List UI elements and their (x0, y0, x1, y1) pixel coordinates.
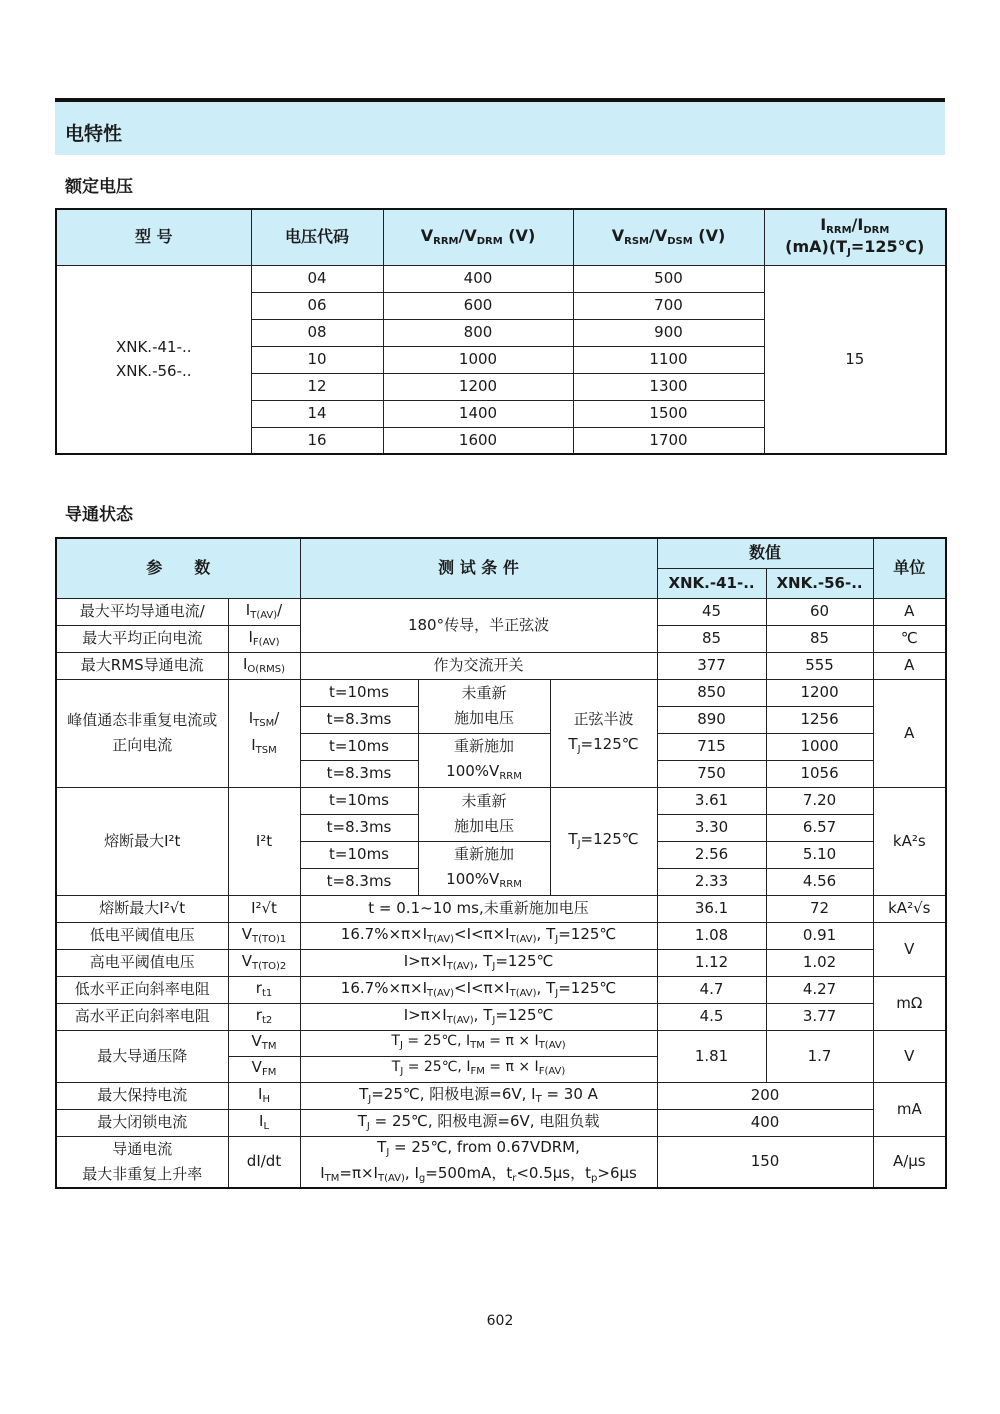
table-row (56, 1136, 946, 1188)
header-vrsm: $V_{RSM}/V_{DSM}$ (V) (573, 209, 764, 265)
table-row (56, 598, 946, 625)
tj-cond-cell: $T_J=125℃$ (550, 787, 657, 895)
code-cell: 14 (251, 400, 383, 427)
value-cell: 750 (657, 760, 766, 787)
vrrm-cell: 800 (383, 319, 573, 346)
symbol-cell: $r_{t1}$ (228, 976, 300, 1003)
condition-cell: $T_J$ = 25℃, 阳极电源=6V, 电阻负载 (300, 1109, 657, 1136)
param-cell: 最大导通压降 (56, 1030, 228, 1082)
vrsm-cell: 1700 (573, 427, 764, 454)
symbol-cell: $I_L$ (228, 1109, 300, 1136)
param-cell: 高电平阈值电压 (56, 949, 228, 976)
table-row (56, 976, 946, 1003)
value-cell: 1.12 (657, 949, 766, 976)
value-cell: 1.7 (766, 1030, 873, 1082)
unit-cell: V (873, 922, 946, 976)
symbol-cell: $V_{T(TO)2}$ (228, 949, 300, 976)
param-line-2: 最大非重复上升率 (82, 1164, 203, 1183)
code-cell: 12 (251, 373, 383, 400)
value-cell: 4.56 (766, 868, 873, 895)
condition-cell: $T_J$ = 25℃, $I_{TM} = \pi \times I_{T(AV)}$ (300, 1030, 657, 1056)
param-cell: 最大平均导通电流/ (56, 598, 228, 625)
code-cell: 06 (251, 292, 383, 319)
value-cell: 4.27 (766, 976, 873, 1003)
vrsm-cell: 1500 (573, 400, 764, 427)
unit-cell: kA²√s (873, 895, 946, 922)
header-irrm: $I_{RRM}/I_{DRM}$ $(mA)(T_J=125℃)$ (764, 209, 946, 265)
header-model-41: XNK.-41-.. (657, 568, 766, 598)
time-cell: t=10ms (300, 679, 418, 706)
time-cell: t=10ms (300, 733, 418, 760)
param-cell: 熔断最大I²√t (56, 895, 228, 922)
value-cell: 0.91 (766, 922, 873, 949)
tj-label: $T_J=125℃$ (568, 734, 639, 755)
table-row (56, 922, 946, 949)
condition-cell: $T_J$ = 25℃, $I_{FM} = \pi \times I_{F(AV)}$ (300, 1056, 657, 1082)
vrsm-cell: 900 (573, 319, 764, 346)
value-cell: 85 (657, 625, 766, 652)
cond-line-2: 施加电压 (454, 709, 515, 727)
param-cell: 最大RMS导通电流 (56, 652, 228, 679)
on-state-title: 导通状态 (65, 505, 133, 525)
header-param: 参 数 (56, 538, 300, 598)
irrm-cell: 15 (764, 265, 946, 454)
model-cell (56, 265, 251, 454)
unit-cell: kA²s (873, 787, 946, 895)
section-title: 电特性 (65, 123, 123, 145)
value-cell: 3.77 (766, 1003, 873, 1030)
value-cell: 400 (657, 1109, 873, 1136)
table-row (56, 265, 946, 292)
value-cell: 1200 (766, 679, 873, 706)
vrrm-cell: 1200 (383, 373, 573, 400)
symbol-cell: I²√t (228, 895, 300, 922)
wave-cond-cell (550, 679, 657, 787)
unit-cell: V (873, 1030, 946, 1082)
vrsm-cell: 700 (573, 292, 764, 319)
param-cell: 最大保持电流 (56, 1082, 228, 1109)
vrsm-cell: 500 (573, 265, 764, 292)
voltage-cond-cell (418, 841, 550, 895)
value-cell: 200 (657, 1082, 873, 1109)
symbol-cell: $I_{T(AV)}/$ (228, 598, 300, 625)
symbol-cell: $I_{F(AV)}$ (228, 625, 300, 652)
table-row (56, 679, 946, 706)
condition-cell: 作为交流开关 (300, 652, 657, 679)
time-cell: t=8.3ms (300, 868, 418, 895)
unit-cell: A (873, 679, 946, 787)
vrrm-cell: 1400 (383, 400, 573, 427)
value-cell: 4.7 (657, 976, 766, 1003)
header-model-56: XNK.-56-.. (766, 568, 873, 598)
cond-line-2: $100\%V_{RRM}$ (446, 869, 522, 890)
table-row (56, 652, 946, 679)
model-1: XNK.-41-.. (115, 337, 192, 356)
param-cell: 最大闭锁电流 (56, 1109, 228, 1136)
value-cell: 1056 (766, 760, 873, 787)
table-row (56, 787, 946, 814)
unit-cell: ℃ (873, 625, 946, 652)
vrsm-cell: 1100 (573, 346, 764, 373)
time-cell: t=8.3ms (300, 760, 418, 787)
value-cell: 890 (657, 706, 766, 733)
value-cell: 72 (766, 895, 873, 922)
rated-voltage-table (55, 208, 947, 455)
table-row (56, 895, 946, 922)
model-2: XNK.-56-.. (115, 362, 192, 381)
time-cell: t=8.3ms (300, 706, 418, 733)
symbol-cell: $I_{TSM}/$ $I_{TSM}$ (228, 679, 300, 787)
condition-cell: $I>\pi\times I_{T(AV)}$, $T_J=125℃$ (300, 949, 657, 976)
symbol-cell: $V_{TM}$ (228, 1030, 300, 1056)
header-condition: 测 试 条 件 (300, 538, 657, 598)
table-row (56, 1003, 946, 1030)
unit-cell: A (873, 652, 946, 679)
value-cell: 36.1 (657, 895, 766, 922)
unit-cell: A/μs (873, 1136, 946, 1188)
value-cell: 150 (657, 1136, 873, 1188)
condition-cell: 180°传导，半正弦波 (300, 598, 657, 652)
header-model: 型 号 (56, 209, 251, 265)
value-cell: 60 (766, 598, 873, 625)
condition-cell: $16.7\%\times\pi\times I_{T(AV)}<I<\pi\times I_{T(AV)}$, $T_J=125℃$ (300, 922, 657, 949)
symbol-cell: I²t (228, 787, 300, 895)
unit-cell: mA (873, 1082, 946, 1136)
time-cell: t=10ms (300, 841, 418, 868)
table-row (56, 1082, 946, 1109)
condition-cell: $I>\pi\times I_{T(AV)}$, $T_J=125℃$ (300, 1003, 657, 1030)
unit-cell: A (873, 598, 946, 625)
symbol-cell: dI/dt (228, 1136, 300, 1188)
value-cell: 3.30 (657, 814, 766, 841)
code-cell: 08 (251, 319, 383, 346)
value-cell: 715 (657, 733, 766, 760)
time-cell: t=8.3ms (300, 814, 418, 841)
value-cell: 1.81 (657, 1030, 766, 1082)
value-cell: 1.08 (657, 922, 766, 949)
table-row (56, 1030, 946, 1056)
voltage-cond-cell (418, 733, 550, 787)
voltage-cond-cell (418, 787, 550, 841)
param-cell: 低电平阈值电压 (56, 922, 228, 949)
condition-cell: t = 0.1~10 ms,未重新施加电压 (300, 895, 657, 922)
condition-cell: $16.7\%\times\pi\times I_{T(AV)}<I<\pi\times I_{T(AV)}$, $T_J=125℃$ (300, 976, 657, 1003)
param-cell: 高水平正向斜率电阻 (56, 1003, 228, 1030)
rated-voltage-title: 额定电压 (65, 177, 133, 197)
voltage-cond-cell (418, 679, 550, 733)
header-vrrm: $V_{RRM}/V_{DRM}$ (V) (383, 209, 573, 265)
wave-label: 正弦半波 (573, 709, 634, 728)
vrrm-cell: 400 (383, 265, 573, 292)
value-cell: 2.33 (657, 868, 766, 895)
vrrm-cell: 1600 (383, 427, 573, 454)
table-row (56, 1109, 946, 1136)
param-cell: 熔断最大I²t (56, 787, 228, 895)
value-cell: 850 (657, 679, 766, 706)
value-cell: 6.57 (766, 814, 873, 841)
cond-line-1: 未重新 (461, 792, 507, 811)
table-header-row (56, 538, 946, 568)
unit-cell: mΩ (873, 976, 946, 1030)
symbol-cell: $I_H$ (228, 1082, 300, 1109)
param-cell (56, 679, 228, 787)
table-row (56, 949, 946, 976)
table-header-row (56, 209, 946, 265)
value-cell: 1.02 (766, 949, 873, 976)
symbol-cell: $r_{t2}$ (228, 1003, 300, 1030)
code-cell: 04 (251, 265, 383, 292)
param-line-1: 导通电流 (112, 1140, 173, 1158)
param-line-1: 峰值通态非重复电流或 (67, 711, 218, 730)
value-cell: 45 (657, 598, 766, 625)
value-cell: 85 (766, 625, 873, 652)
code-cell: 16 (251, 427, 383, 454)
value-cell: 1000 (766, 733, 873, 760)
condition-cell: $T_J$ = 25℃, from 0.67VDRM, $I_{TM}=\pi\times I_{T(AV)}$, $I_g=500mA$，$t_r<0.5\mu s$，$t_p>6\mu s$ (300, 1136, 657, 1188)
symbol-cell: $V_{T(TO)1}$ (228, 922, 300, 949)
condition-cell: $T_J=25℃$, 阳极电源=6V, $I_T = 30$ A (300, 1082, 657, 1109)
value-cell: 4.5 (657, 1003, 766, 1030)
section-header (55, 98, 945, 155)
symbol-cell: $V_{FM}$ (228, 1056, 300, 1082)
vrrm-cell: 600 (383, 292, 573, 319)
value-cell: 2.56 (657, 841, 766, 868)
code-cell: 10 (251, 346, 383, 373)
cond-line-1: 重新施加 (454, 844, 515, 863)
value-cell: 7.20 (766, 787, 873, 814)
cond-line-1: 重新施加 (454, 736, 515, 755)
symbol-cell: $I_{O(RMS)}$ (228, 652, 300, 679)
vrsm-cell: 1300 (573, 373, 764, 400)
header-value: 数值 (657, 538, 873, 568)
value-cell: 5.10 (766, 841, 873, 868)
cond-line-1: 未重新 (461, 684, 507, 703)
time-cell: t=10ms (300, 787, 418, 814)
value-cell: 377 (657, 652, 766, 679)
cond-line-2: $100\%V_{RRM}$ (446, 761, 522, 782)
header-unit: 单位 (873, 538, 946, 598)
param-cell (56, 1136, 228, 1188)
value-cell: 3.61 (657, 787, 766, 814)
param-cell: 最大平均正向电流 (56, 625, 228, 652)
vrrm-cell: 1000 (383, 346, 573, 373)
param-line-2: 正向电流 (112, 736, 173, 754)
page-number: 602 (486, 1313, 514, 1329)
cond-line-2: 施加电压 (454, 817, 515, 835)
value-cell: 1256 (766, 706, 873, 733)
param-cell: 低水平正向斜率电阻 (56, 976, 228, 1003)
header-voltage-code: 电压代码 (251, 209, 383, 265)
value-cell: 555 (766, 652, 873, 679)
on-state-table (55, 537, 947, 1189)
